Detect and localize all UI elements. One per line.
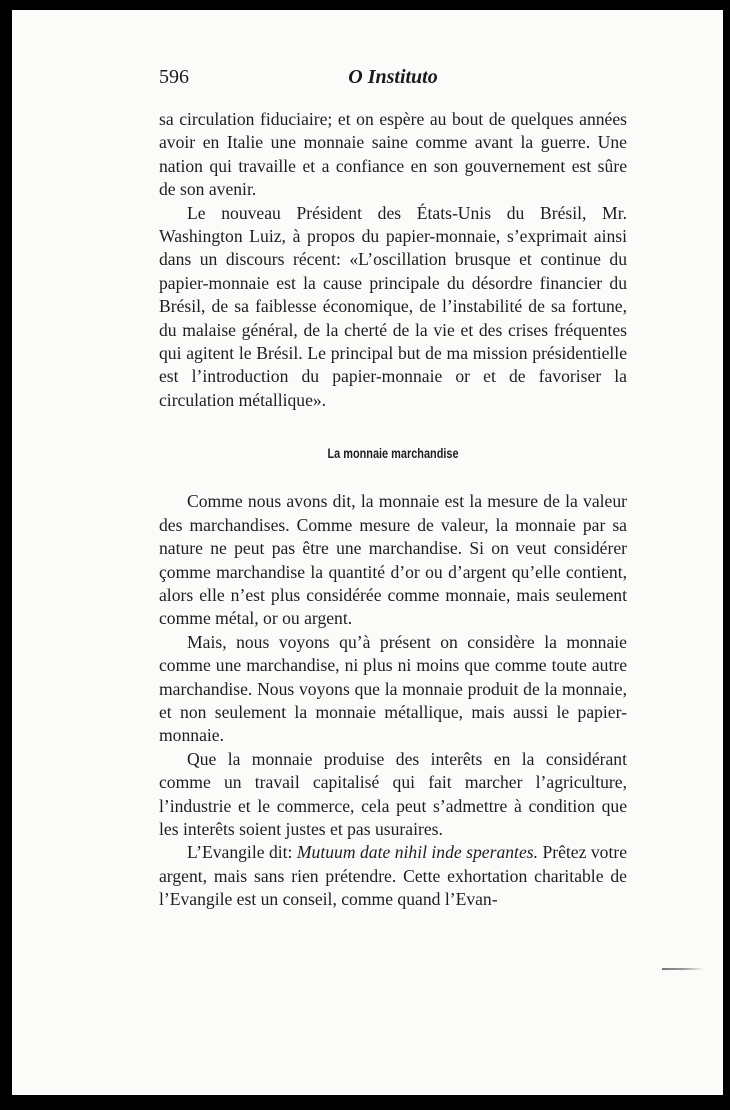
body-text [159, 108, 627, 912]
running-title: O Instituto [348, 66, 438, 88]
page-header [159, 66, 627, 96]
paragraph: Comme nous avons dit, la monnaie est la mesure de la valeur des marchandises. Comme mesure de valeur, la monnaie par sa nature ne peut pas être une marchandise. Si on veut considérer çomme marchandise la quantité d’or ou d’argent qu’elle contient, alors elle n’est plus considérée comme monnaie, mais seulement comme métal, or ou argent. [159, 491, 627, 629]
paragraph: sa circulation fiduciaire; et on espère au bout de quelques années avoir en Italie une monnaie saine comme avant la guerre. Une nation qui travaille et a confiance en son gouvernement est sûre de son avenir. [159, 109, 627, 200]
margin-mark [662, 968, 704, 970]
page-number: 596 [159, 66, 189, 88]
paragraph: Le nouveau Président des États-Unis du Brésil, Mr. Washington Luiz, à propos du papier-monnaie, s’exprimait ainsi dans un discours récent: «L’oscillation brusque et continue du papier-monnaie est la cause principale du désordre financier du Brésil, de sa faiblesse économique, de l’instabilité de sa fortune, du malaise général, de la cherté de la vie et des crises fréquentes qui agitent le Brésil. Le principal but de ma mission présidentielle est l’introduction du papier-monnaie or et de favoriser la circulation métallique». [159, 202, 627, 410]
latin-quote: Mutuum date nihil inde sperantes. [296, 842, 538, 863]
paragraph: Mais, nous voyons qu’à présent on considère la monnaie comme une marchandise, ni plus ni moins que comme toute autre marchandise. Nous voyons que la monnaie produit de la monnaie, et non seulement la monnaie métallique, mais aussi le papier-monnaie. [159, 631, 627, 746]
document-page [12, 10, 723, 1095]
paragraph [159, 841, 627, 911]
paragraph-text: L’Evangile dit: [187, 842, 297, 863]
paragraph-text: Prêtez votre argent, mais sans rien prétendre. Cette exhortation charitable de l’Evangile est un conseil, comme quand l’Evan- [159, 842, 628, 910]
section-heading: La monnaie marchandise [327, 445, 459, 462]
paragraph: Que la monnaie produise des interêts en la considérant comme un travail capitalisé qui fait marcher l’agriculture, l’industrie et le commerce, cela peut s’admettre à condition que les interêts soient justes et pas usuraires. [159, 748, 627, 839]
